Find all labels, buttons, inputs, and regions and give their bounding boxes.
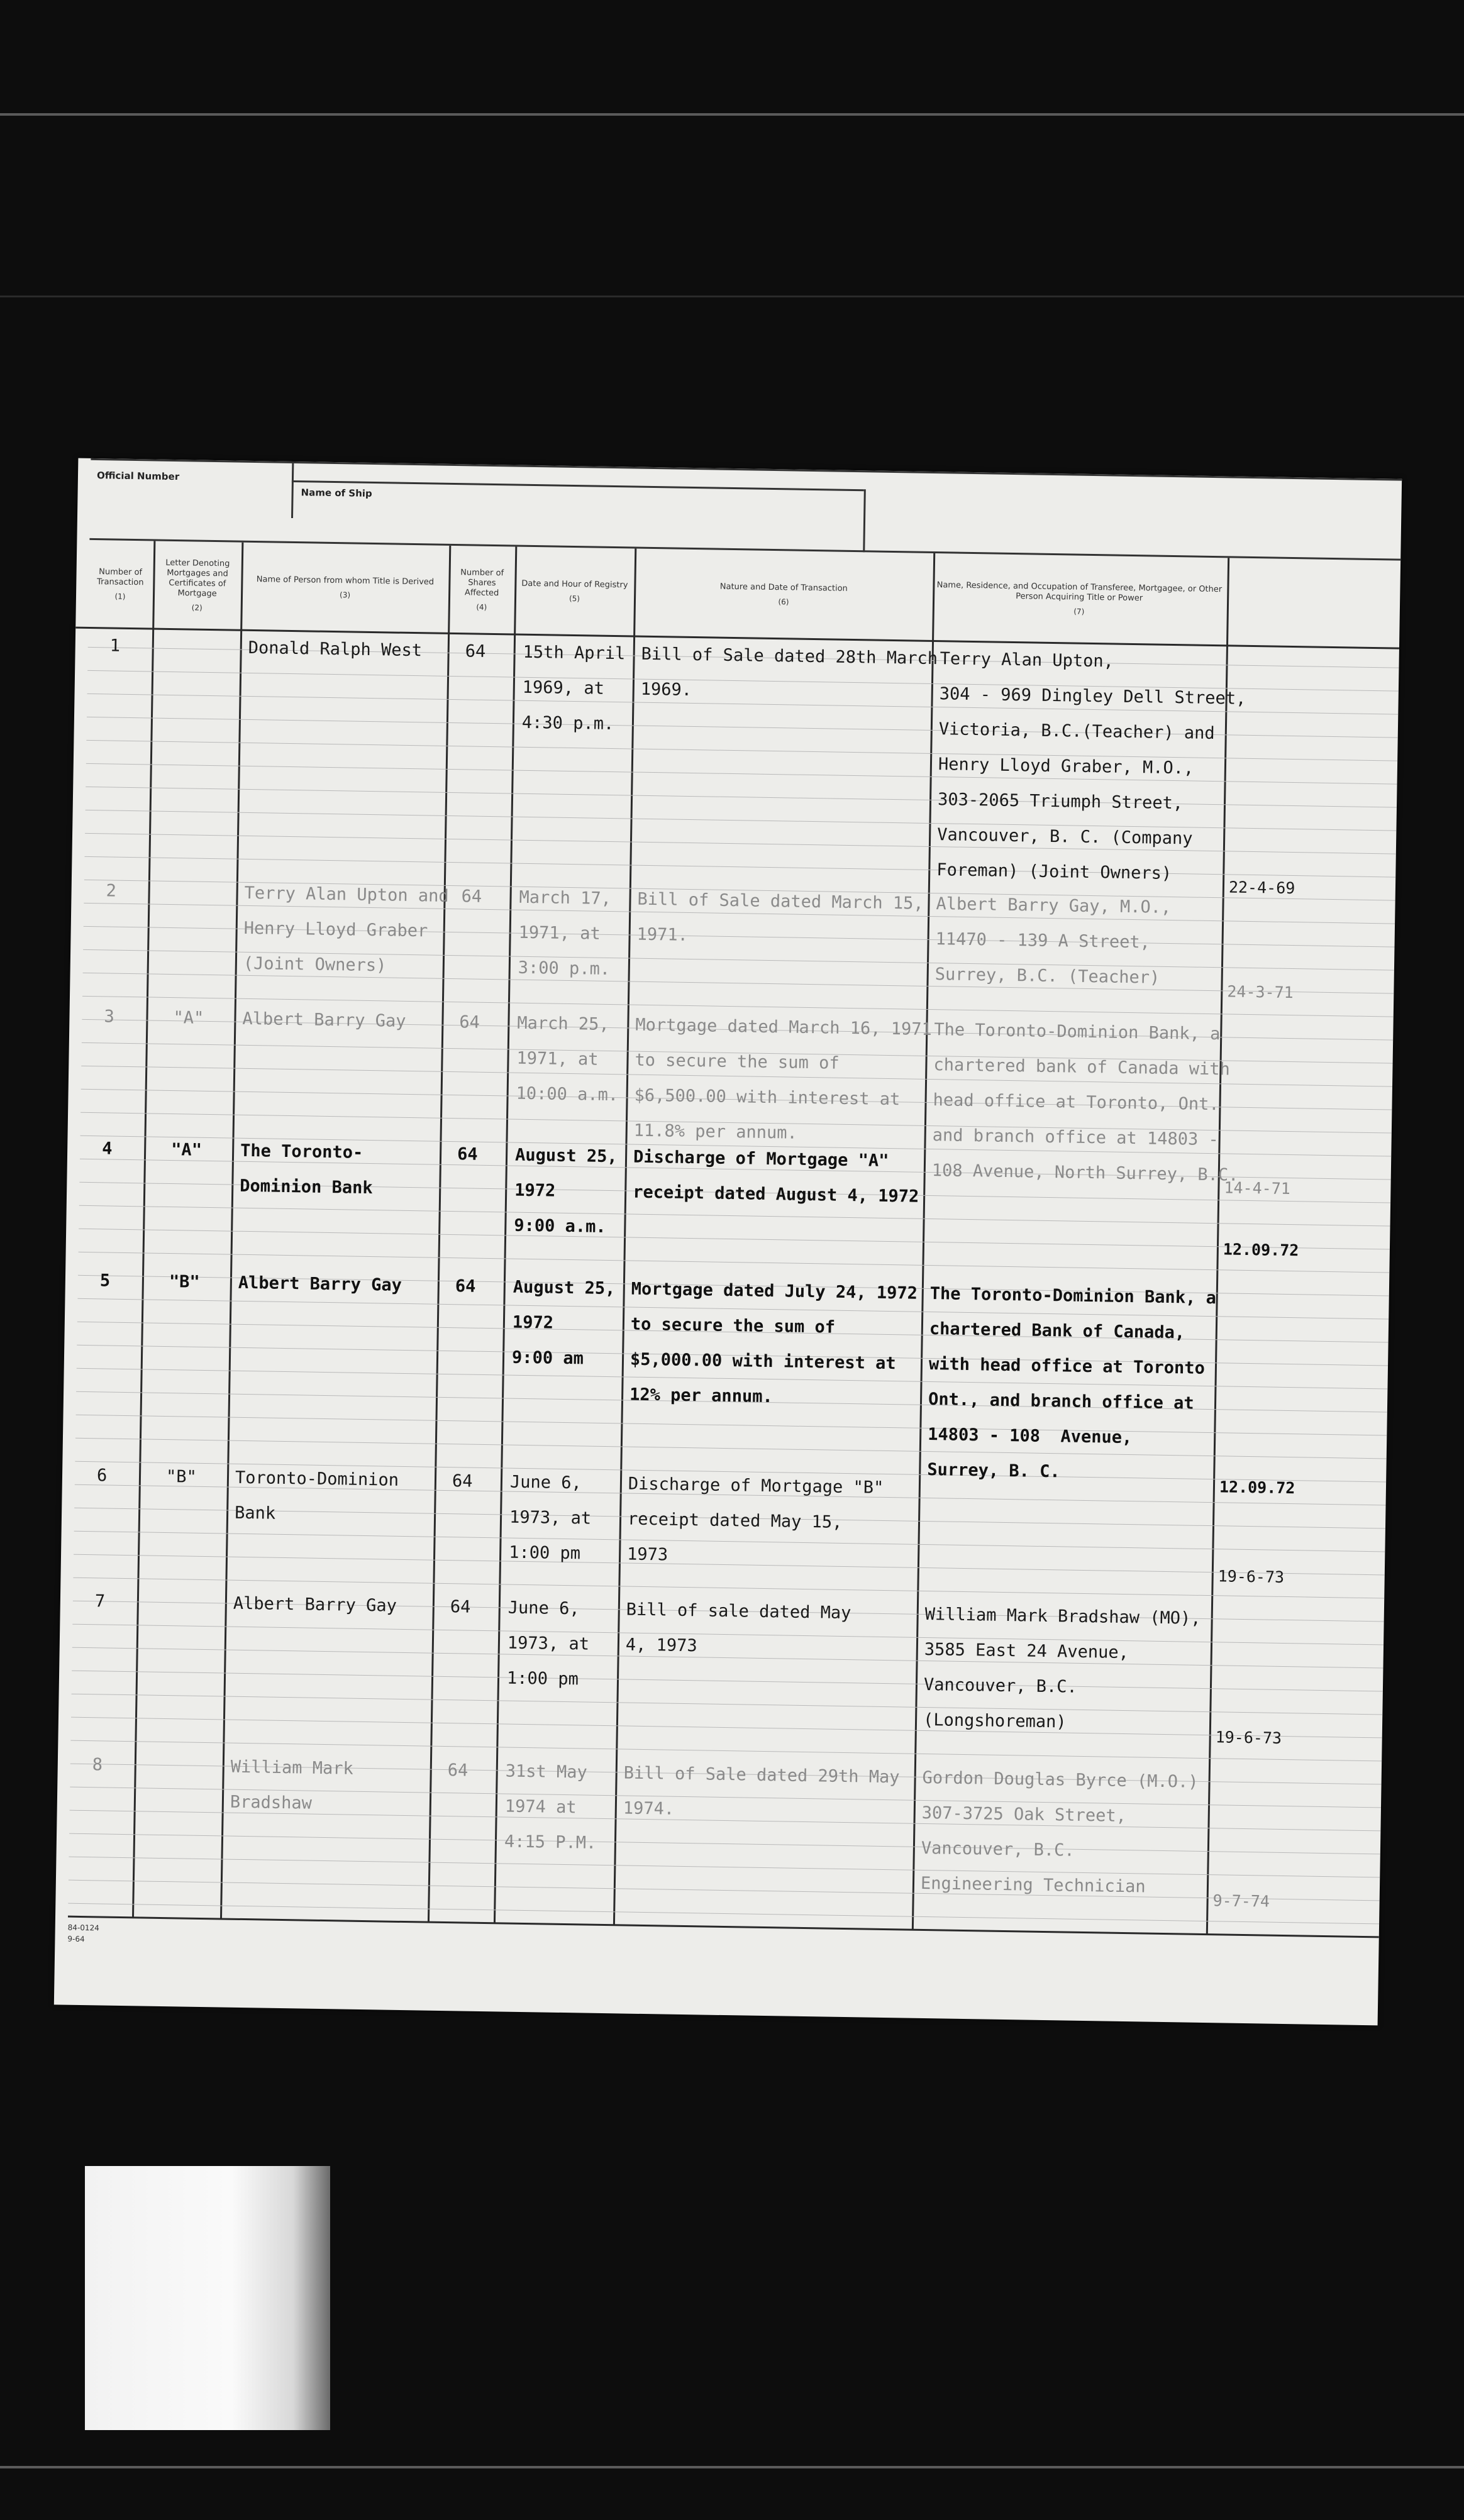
entry-date-line: August 25, <box>513 1277 616 1299</box>
entry-from-line: Dominion Bank <box>240 1176 373 1198</box>
entry-from-line: William Mark <box>230 1757 354 1779</box>
film-leader-blank <box>85 2166 330 2430</box>
entry-date-line: June 6, <box>509 1472 582 1493</box>
entry-letter: "B" <box>165 1467 197 1487</box>
ruled-line <box>75 1438 1387 1459</box>
ruled-line <box>69 1857 1380 1878</box>
entry-reg-date: 9-7-74 <box>1212 1891 1270 1911</box>
entry-nature-line: to secure the sum of <box>635 1050 840 1073</box>
entry-shares: 64 <box>447 1760 469 1781</box>
entry-acquirer-line: The Toronto-Dominion Bank, a <box>934 1020 1221 1044</box>
entry-acquirer-line: (Longshoreman) <box>923 1710 1067 1732</box>
entry-acquirer-line: 3585 East 24 Avenue, <box>924 1639 1129 1663</box>
entry-reg-date: 19-6-73 <box>1215 1728 1282 1747</box>
entry-date-line: 3:00 p.m. <box>518 958 611 980</box>
entry-nature-line: Mortgage dated March 16, 1971 <box>635 1015 932 1040</box>
entry-date-line: 9:00 a.m. <box>514 1215 606 1237</box>
entry-number: 2 <box>106 881 117 901</box>
entry-shares: 64 <box>455 1276 476 1296</box>
entry-nature-line: to secure the sum of <box>630 1314 836 1337</box>
entry-acquirer-line: Vancouver, B.C. <box>921 1838 1075 1860</box>
entry-nature-line: 1971. <box>636 924 689 945</box>
entry-date-line: August 25, <box>514 1145 618 1167</box>
ruled-line <box>71 1717 1382 1738</box>
entry-from-line: The Toronto- <box>240 1141 363 1163</box>
ruled-line <box>74 1554 1385 1576</box>
col-header-7: Name, Residence, and Occupation of Transferee, Mortgagee, or Other Person Acquiring Title or Power (7) <box>936 580 1223 616</box>
entry-date-line: March 17, <box>519 887 612 909</box>
entry-date-line: 1969, at <box>522 677 605 699</box>
ruled-line <box>72 1647 1384 1669</box>
entry-nature-line: 11.8% per annum. <box>633 1120 798 1143</box>
table-bottom-rule <box>68 1916 1379 1938</box>
entry-date-line: 15th April <box>523 642 626 664</box>
film-frame-band <box>0 296 1464 297</box>
entry-nature-line: 4, 1973 <box>625 1635 697 1656</box>
ship-registry-page <box>54 458 1402 2026</box>
entry-acquirer-line: William Mark Bradshaw (MO), <box>924 1604 1201 1628</box>
entry-nature-line: Bill of Sale dated March 15, <box>637 889 924 914</box>
entry-reg-date: 12.09.72 <box>1223 1240 1299 1260</box>
ruled-line <box>69 1880 1380 1901</box>
col-header-3: Name of Person from whom Title is Derived (3) <box>256 575 435 600</box>
entry-date-line: 1:00 pm <box>506 1668 579 1689</box>
entry-reg-date: 24-3-71 <box>1227 982 1294 1002</box>
entry-nature-line: $5,000.00 with interest at <box>629 1349 896 1374</box>
form-code-sub: 9-64 <box>67 1934 85 1944</box>
entry-nature-line: 1969. <box>640 679 692 700</box>
entry-reg-date: 19-6-73 <box>1217 1567 1285 1586</box>
entry-acquirer-line: Ont., and branch office at <box>928 1390 1194 1413</box>
entry-date-line: 1974 at <box>504 1796 577 1818</box>
entry-number: 7 <box>94 1591 106 1611</box>
entry-from-line: Albert Barry Gay <box>233 1593 397 1616</box>
form-code: 84-0124 <box>67 1923 99 1933</box>
entry-nature-line: Bill of sale dated May <box>626 1600 851 1623</box>
entry-acquirer-line: Vancouver, B. C. (Company <box>936 825 1193 849</box>
entry-nature-line: 12% per annum. <box>629 1384 773 1407</box>
entry-date-line: March 25, <box>517 1013 609 1034</box>
entry-from-line: Albert Barry Gay <box>238 1273 402 1295</box>
entry-number: 4 <box>101 1139 113 1159</box>
entry-acquirer-line: Victoria, B.C.(Teacher) and <box>938 719 1215 744</box>
entry-shares: 64 <box>461 887 482 907</box>
ruled-line <box>85 833 1396 854</box>
entry-acquirer-line: Foreman) (Joint Owners) <box>936 860 1172 884</box>
entry-date-line: 1:00 pm <box>508 1542 581 1564</box>
entry-date-line: 1972 <box>512 1312 554 1333</box>
official-number-label: Official Number <box>96 470 180 483</box>
entry-acquirer-line: Surrey, B.C. (Teacher) <box>934 964 1160 988</box>
entry-date-line: 9:00 am <box>511 1347 584 1369</box>
entry-nature-line: receipt dated May 15, <box>627 1509 843 1532</box>
entry-acquirer-line: 303-2065 Triumph Street, <box>937 790 1184 814</box>
entry-from-line: Toronto-Dominion <box>235 1467 399 1490</box>
entry-acquirer-line: Gordon Douglas Byrce (M.O.) <box>922 1767 1199 1792</box>
entry-date-line: 1971, at <box>518 922 601 944</box>
col-header-6: Nature and Date of Transaction (6) <box>719 582 848 607</box>
entry-letter: "A" <box>173 1008 204 1028</box>
entry-from-line: Bank <box>234 1503 276 1523</box>
entry-acquirer-line: chartered Bank of Canada, <box>929 1319 1185 1343</box>
entry-acquirer-line: Terry Alan Upton, <box>940 649 1114 671</box>
film-edge-bottom <box>0 2466 1464 2468</box>
entry-acquirer-line: and branch office at 14803 - <box>932 1125 1219 1150</box>
entry-nature-line: Mortgage dated July 24, 1972 <box>631 1279 918 1303</box>
entry-acquirer-line: Surrey, B. C. <box>927 1460 1060 1482</box>
entry-shares: 64 <box>450 1597 471 1617</box>
entry-acquirer-line: with head office at Toronto <box>928 1354 1206 1378</box>
ruled-line <box>79 1229 1390 1250</box>
ruled-line <box>69 1833 1380 1855</box>
entry-nature-line: $6,500.00 with interest at <box>634 1085 901 1110</box>
entry-nature-line: Bill of Sale dated 28th March <box>641 644 938 669</box>
entry-acquirer-line: 11470 - 139 A Street, <box>935 929 1151 953</box>
entry-shares: 64 <box>465 641 486 661</box>
entry-acquirer-line: Henry Lloyd Graber, M.O., <box>938 754 1194 778</box>
entry-from-line: Terry Alan Upton and <box>244 883 449 906</box>
ruled-line <box>84 856 1395 878</box>
entry-letter: "A" <box>170 1140 202 1160</box>
entry-nature-line: Discharge of Mortgage "B" <box>628 1474 884 1498</box>
entry-number: 5 <box>99 1271 111 1291</box>
entry-date-line: 10:00 a.m. <box>516 1083 619 1105</box>
entry-date-line: 4:30 p.m. <box>521 712 614 734</box>
col-header-2: Letter Denoting Mortgages and Certificates of Mortgage (2) <box>165 558 230 612</box>
col-header-5: Date and Hour of Registry (5) <box>521 578 628 604</box>
entry-date-line: June 6, <box>507 1598 580 1619</box>
entry-from-line: Albert Barry Gay <box>242 1009 406 1031</box>
entry-nature-line: 1973 <box>626 1544 668 1565</box>
entry-reg-date: 14-4-71 <box>1224 1178 1291 1198</box>
ruled-line <box>72 1694 1383 1715</box>
ruled-line <box>68 1903 1379 1925</box>
entry-date-line: 1973, at <box>507 1633 590 1654</box>
entry-date-line: 1973, at <box>509 1507 592 1528</box>
entry-nature-line: Discharge of Mortgage "A" <box>633 1147 889 1171</box>
entry-acquirer-line: Vancouver, B.C. <box>923 1674 1078 1697</box>
entry-number: 3 <box>104 1007 115 1027</box>
entry-letter: "B" <box>169 1272 200 1292</box>
col-header-4: Number of Shares Affected (4) <box>460 568 504 612</box>
entry-acquirer-line: 108 Avenue, North Surrey, B.C. <box>931 1161 1239 1185</box>
entry-reg-date: 12.09.72 <box>1219 1478 1295 1498</box>
name-of-ship-label: Name of Ship <box>301 487 372 499</box>
entry-from-line: Henry Lloyd Graber <box>243 918 428 941</box>
entry-date-line: 4:15 P.M. <box>504 1832 597 1853</box>
entry-acquirer-line: chartered bank of Canada with <box>933 1055 1231 1080</box>
entry-from-line: Donald Ralph West <box>248 638 423 661</box>
entry-date-line: 1971, at <box>516 1048 599 1069</box>
entry-acquirer-line: 307-3725 Oak Street, <box>921 1803 1127 1826</box>
ruled-line <box>86 787 1397 808</box>
entry-acquirer-line: The Toronto-Dominion Bank, a <box>929 1284 1217 1308</box>
ruled-line <box>86 763 1397 785</box>
entry-shares: 64 <box>452 1471 473 1491</box>
film-edge-top <box>0 113 1464 116</box>
entry-shares: 64 <box>457 1144 478 1164</box>
col-header-1: Number of Transaction (1) <box>97 567 144 601</box>
entry-acquirer-line: 304 - 969 Dingley Dell Street, <box>939 684 1246 709</box>
entry-date-line: 1972 <box>514 1180 556 1201</box>
entry-from-line: (Joint Owners) <box>243 953 387 976</box>
entry-number: 1 <box>109 636 121 656</box>
entry-acquirer-line: Engineering Technician <box>920 1873 1146 1897</box>
entry-nature-line: 1974. <box>623 1798 675 1819</box>
entry-from-line: Bradshaw <box>230 1792 313 1813</box>
entry-nature-line: Bill of Sale dated 29th May <box>623 1763 900 1788</box>
entry-acquirer-line: 14803 - 108 Avenue, <box>927 1425 1133 1448</box>
entry-shares: 64 <box>459 1012 480 1032</box>
entry-date-line: 31st May <box>505 1761 588 1782</box>
entry-number: 8 <box>92 1755 103 1775</box>
entry-reg-date: 22-4-69 <box>1228 878 1295 898</box>
ruled-line <box>72 1671 1383 1692</box>
entry-nature-line: receipt dated August 4, 1972 <box>632 1182 919 1207</box>
entry-number: 6 <box>96 1466 108 1486</box>
entry-acquirer-line: head office at Toronto, Ont. <box>933 1090 1219 1115</box>
entry-acquirer-line: Albert Barry Gay, M.O., <box>936 894 1172 918</box>
ruled-line <box>86 810 1397 831</box>
